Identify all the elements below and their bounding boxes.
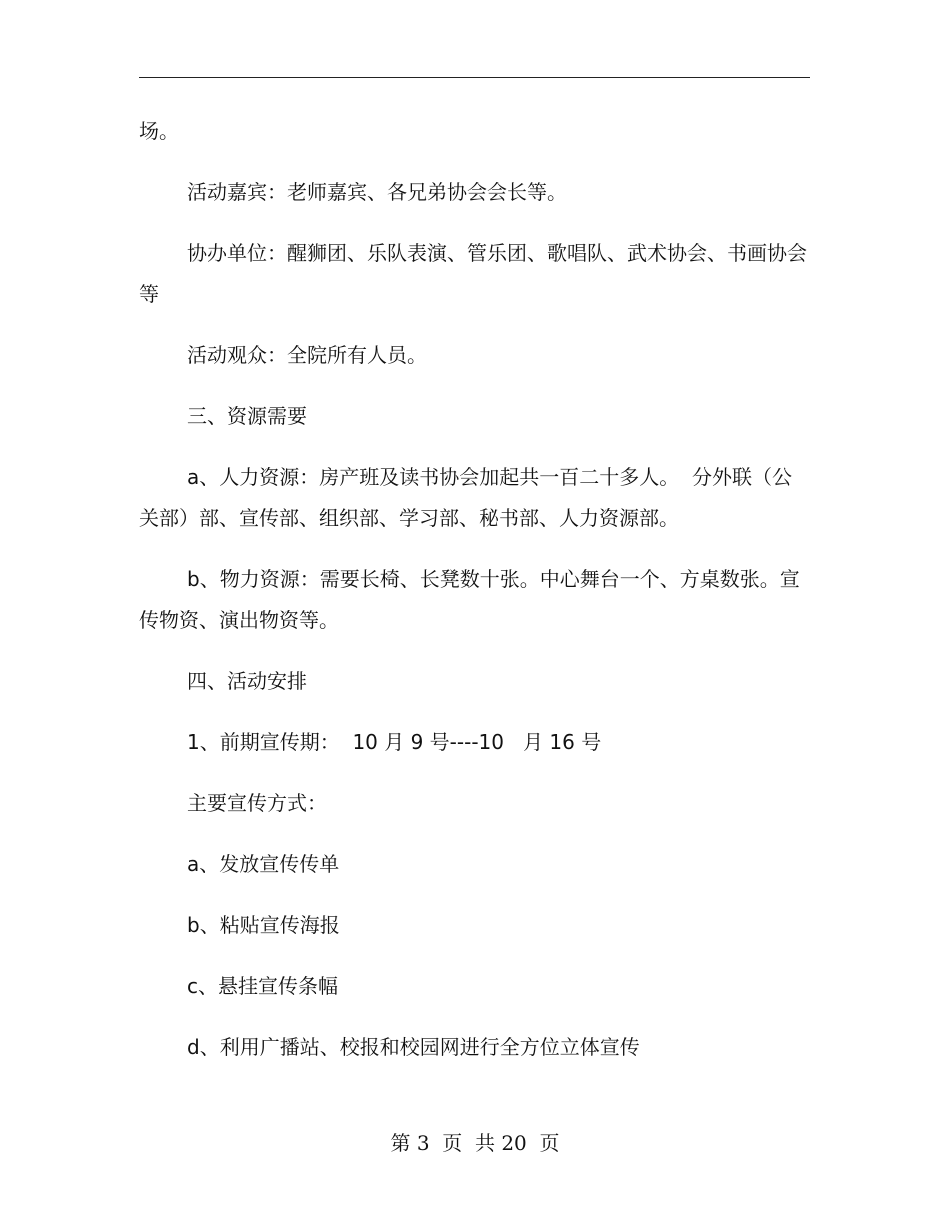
paragraph-promotion-methods: 主要宣传方式： — [187, 791, 327, 815]
paragraph-human-resources: a、人力资源：房产班及读书协会加起共一百二十多人。 分外联（公关部）部、宣传部、组织部、学习部、秘书部、人力资源部。 — [139, 465, 792, 530]
paragraph-promotion-period: 1、前期宣传期： 10 月 9 号----10 月 16 号 — [187, 730, 602, 754]
header-rule — [139, 77, 810, 78]
document-body — [139, 111, 810, 1088]
paragraph: 场。 — [139, 119, 179, 143]
section-heading-schedule: 四、活动安排 — [187, 669, 307, 693]
list-item: d、利用广播站、校报和校园网进行全方位立体宣传 — [187, 1035, 640, 1059]
paragraph-material-resources: b、物力资源：需要长椅、长凳数十张。中心舞台一个、方桌数张。宣传物资、演出物资等。 — [139, 567, 800, 632]
paragraph-guests: 活动嘉宾：老师嘉宾、各兄弟协会会长等。 — [187, 180, 567, 204]
list-item: b、粘贴宣传海报 — [187, 913, 340, 937]
page-number-footer: 第 3 页 共 20 页 — [390, 1131, 560, 1155]
paragraph-audience: 活动观众：全院所有人员。 — [187, 343, 427, 367]
list-item: a、发放宣传传单 — [187, 852, 340, 876]
paragraph-co-organizers: 协办单位：醒狮团、乐队表演、管乐团、歌唱队、武术协会、书画协会等 — [139, 241, 807, 306]
list-item: c、悬挂宣传条幅 — [187, 974, 338, 998]
section-heading-resources: 三、资源需要 — [187, 404, 307, 428]
